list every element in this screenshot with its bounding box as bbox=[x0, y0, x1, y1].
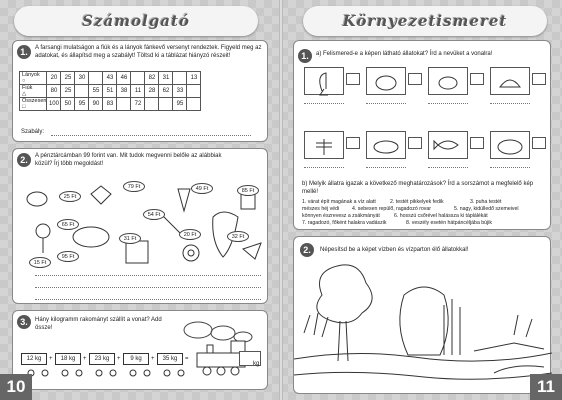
table-cell[interactable]: 100 bbox=[47, 98, 61, 111]
plus-sign: + bbox=[151, 356, 155, 362]
table-cell[interactable]: 30 bbox=[75, 72, 89, 85]
table-cell[interactable] bbox=[131, 72, 145, 85]
table-cell[interactable]: 46 bbox=[117, 72, 131, 85]
clue-3-cont: mészes héj védi bbox=[302, 206, 340, 212]
train-wheels bbox=[21, 367, 191, 381]
table-cell[interactable]: 55 bbox=[89, 85, 103, 98]
turtle-icon bbox=[498, 140, 522, 154]
answer-box-shell[interactable] bbox=[532, 73, 546, 85]
circle-icon: ○ bbox=[22, 78, 26, 84]
river-task-text: Népesítsd be a képet vízben és vízparton élő állatokkal! bbox=[320, 247, 469, 253]
clue-4: 4. sebesen repülő, ragadozó rovar bbox=[352, 206, 432, 212]
task1-text: A farsangi mulatságon a fiúk és a lányok fánkevő versenyt rendeztek. Figyeld meg az adatokat, és állapítsd meg a szabályt! Töltsd ki a táblázat hiányzó részeit! bbox=[35, 45, 262, 59]
table-cell[interactable]: 83 bbox=[103, 98, 117, 111]
right-page bbox=[281, 0, 562, 400]
task3-panel bbox=[12, 310, 268, 390]
donut-bowl-icon bbox=[73, 227, 109, 247]
tree-crown-icon bbox=[317, 265, 372, 323]
wagon: 12 kg bbox=[21, 353, 47, 365]
price-tag: 95 Ft bbox=[57, 251, 79, 262]
table-cell[interactable]: 13 bbox=[187, 72, 201, 85]
fish-icon bbox=[434, 141, 458, 149]
left-title-banner bbox=[14, 6, 258, 36]
task2-number: 2. bbox=[17, 153, 31, 167]
table-cell[interactable] bbox=[159, 98, 173, 111]
answer-box-turtle[interactable] bbox=[532, 137, 546, 149]
table-cell[interactable] bbox=[117, 98, 131, 111]
task1-panel bbox=[12, 40, 268, 142]
animals-panel bbox=[293, 40, 551, 230]
rule-answer-line[interactable] bbox=[51, 135, 251, 136]
table-cell[interactable]: 25 bbox=[61, 85, 75, 98]
left-page-title: Számolgató bbox=[82, 12, 190, 30]
mask-icon bbox=[27, 192, 47, 206]
river-scene-panel bbox=[293, 236, 551, 394]
equals-sign: = bbox=[185, 356, 189, 362]
name-line-dragonfly[interactable] bbox=[304, 167, 344, 168]
price-tag: 25 Ft bbox=[59, 191, 81, 202]
table-cell[interactable]: 25 bbox=[61, 72, 75, 85]
donut-table bbox=[19, 71, 201, 111]
price-tag: 85 Ft bbox=[237, 185, 259, 196]
task3-text: Hány kilogramm rakományt szállít a vonat? Add össze! bbox=[35, 317, 162, 331]
frog-icon bbox=[439, 77, 457, 89]
square-icon: □ bbox=[22, 104, 26, 110]
table-cell[interactable] bbox=[187, 85, 201, 98]
heron-icon bbox=[320, 73, 328, 95]
rule-label: Szabály: bbox=[21, 129, 45, 135]
clue-3: 3. puha testét bbox=[470, 199, 502, 205]
plus-sign: + bbox=[49, 356, 53, 362]
crown-icon bbox=[91, 186, 111, 204]
table-cell[interactable]: 43 bbox=[103, 72, 117, 85]
answer-box-fish[interactable] bbox=[470, 137, 484, 149]
otter-icon bbox=[374, 141, 398, 153]
price-tag: 32 Ft bbox=[227, 231, 249, 242]
wagon: 9 kg bbox=[123, 353, 149, 365]
table-cell[interactable]: 51 bbox=[103, 85, 117, 98]
row-label-total: Összesen bbox=[22, 98, 47, 104]
shop-items-illustration bbox=[13, 149, 269, 279]
right-page-title: Környezetismeret bbox=[342, 12, 508, 30]
table-cell[interactable]: 95 bbox=[75, 98, 89, 111]
animals-task-b-text: b) Melyik állatra igazak a következő meghatározások? Írd a sorszámot a megfelelő kép mellé! bbox=[302, 181, 534, 195]
answer-line[interactable] bbox=[35, 287, 261, 288]
animals-task-number: 1. bbox=[298, 49, 312, 63]
name-line-shell[interactable] bbox=[490, 103, 530, 104]
present-icon bbox=[126, 241, 148, 263]
price-tag: 54 Ft bbox=[143, 209, 165, 220]
table-cell[interactable]: 31 bbox=[159, 72, 173, 85]
water-line bbox=[294, 372, 552, 379]
clue-2: 2. testét pikkelyek fedik bbox=[390, 199, 444, 205]
name-line-otter[interactable] bbox=[366, 167, 406, 168]
answer-box-dragonfly[interactable] bbox=[346, 137, 360, 149]
task1-number: 1. bbox=[17, 45, 31, 59]
table-cell[interactable] bbox=[89, 72, 103, 85]
kg-unit-label: kg bbox=[253, 361, 260, 367]
table-cell[interactable]: 28 bbox=[145, 85, 159, 98]
answer-box-heron[interactable] bbox=[346, 73, 360, 85]
shell-icon bbox=[500, 80, 520, 87]
page-number-right: 11 bbox=[530, 374, 562, 400]
plus-sign: + bbox=[117, 356, 121, 362]
hat-icon bbox=[243, 243, 261, 259]
table-row bbox=[20, 72, 201, 85]
task2-panel bbox=[12, 148, 268, 304]
table-cell[interactable]: 95 bbox=[173, 98, 187, 111]
price-tag: 15 Ft bbox=[29, 257, 51, 268]
task3-number: 3. bbox=[17, 315, 31, 329]
table-cell[interactable]: 33 bbox=[173, 85, 187, 98]
table-cell[interactable]: 62 bbox=[159, 85, 173, 98]
table-cell[interactable]: 11 bbox=[131, 85, 145, 98]
table-cell[interactable] bbox=[75, 85, 89, 98]
price-tag: 31 Ft bbox=[119, 233, 141, 244]
table-cell[interactable]: 82 bbox=[145, 72, 159, 85]
river-task-number: 2. bbox=[300, 243, 314, 257]
answer-box-frog[interactable] bbox=[470, 73, 484, 85]
answer-box-otter[interactable] bbox=[408, 137, 422, 149]
price-tag: 65 Ft bbox=[57, 219, 79, 230]
table-cell[interactable]: 80 bbox=[47, 85, 61, 98]
table-row bbox=[20, 85, 201, 98]
table-cell[interactable]: 50 bbox=[61, 98, 75, 111]
animals-task-a-text: a) Felismered-e a képen látható állatokat? Írd a nevüket a vonalra! bbox=[316, 51, 493, 57]
clue-5: 5. nagy, kidülledő szemeivel bbox=[454, 206, 519, 212]
table-cell[interactable] bbox=[187, 98, 201, 111]
name-line-heron[interactable] bbox=[304, 103, 344, 104]
table-cell[interactable]: 38 bbox=[117, 85, 131, 98]
clue-5-cont: könnyen észrevesz a zsákmányát bbox=[302, 213, 380, 219]
table-cell[interactable]: 72 bbox=[131, 98, 145, 111]
name-line-frog[interactable] bbox=[428, 103, 468, 104]
table-cell[interactable]: 90 bbox=[89, 98, 103, 111]
row-label-girls: Lányok bbox=[22, 72, 40, 78]
answer-line[interactable] bbox=[35, 275, 261, 276]
triangle-icon: △ bbox=[22, 91, 27, 97]
task2-text: A pénztárcámban 99 forint van. Mit tudok megvenni belőle az alábbiak közül? Írj több megoldást! bbox=[35, 153, 222, 167]
clue-6: 6. hosszú csőrével halássza ki táplálékát bbox=[394, 213, 488, 219]
wagon: 23 kg bbox=[89, 353, 115, 365]
answer-box-beaver[interactable] bbox=[408, 73, 422, 85]
name-line-turtle[interactable] bbox=[490, 167, 530, 168]
clue-8: 8. veszély esetén hátpáncéljába bújik bbox=[406, 220, 492, 226]
riverbank-line bbox=[294, 353, 552, 361]
lollipop-icon bbox=[36, 224, 50, 238]
grass-icon bbox=[304, 313, 532, 337]
animal-drawings bbox=[294, 41, 552, 171]
price-tag: 49 Ft bbox=[191, 183, 213, 194]
wagon: 35 kg bbox=[157, 353, 183, 365]
name-line-fish[interactable] bbox=[428, 167, 468, 168]
clue-1: 1. várat épít magának a víz alatt bbox=[302, 199, 376, 205]
wagon: 18 kg bbox=[55, 353, 81, 365]
table-cell[interactable]: 20 bbox=[47, 72, 61, 85]
clue-7: 7. ragadozó, főként halakra vadászik bbox=[302, 220, 387, 226]
answer-line[interactable] bbox=[35, 299, 261, 300]
plus-sign: + bbox=[83, 356, 87, 362]
right-title-banner bbox=[303, 6, 547, 36]
willow-tree-icon bbox=[400, 287, 448, 355]
dragonfly-icon bbox=[316, 139, 332, 155]
beaver-icon bbox=[376, 76, 396, 90]
name-line-beaver[interactable] bbox=[366, 103, 406, 104]
page-number-left: 10 bbox=[0, 374, 32, 400]
table-cell[interactable] bbox=[173, 72, 187, 85]
river-scene-illustration bbox=[294, 255, 552, 393]
table-row bbox=[20, 98, 201, 111]
row-label-boys: Fiúk bbox=[22, 85, 33, 91]
stones-icon bbox=[474, 343, 544, 373]
table-cell[interactable] bbox=[145, 98, 159, 111]
donut-icon bbox=[183, 245, 199, 261]
ice-cream-icon bbox=[178, 189, 190, 211]
reeds-icon bbox=[444, 299, 460, 355]
tree-trunk-icon bbox=[338, 321, 348, 361]
price-tag: 20 Ft bbox=[179, 229, 201, 240]
price-tag: 79 Ft bbox=[123, 181, 145, 192]
